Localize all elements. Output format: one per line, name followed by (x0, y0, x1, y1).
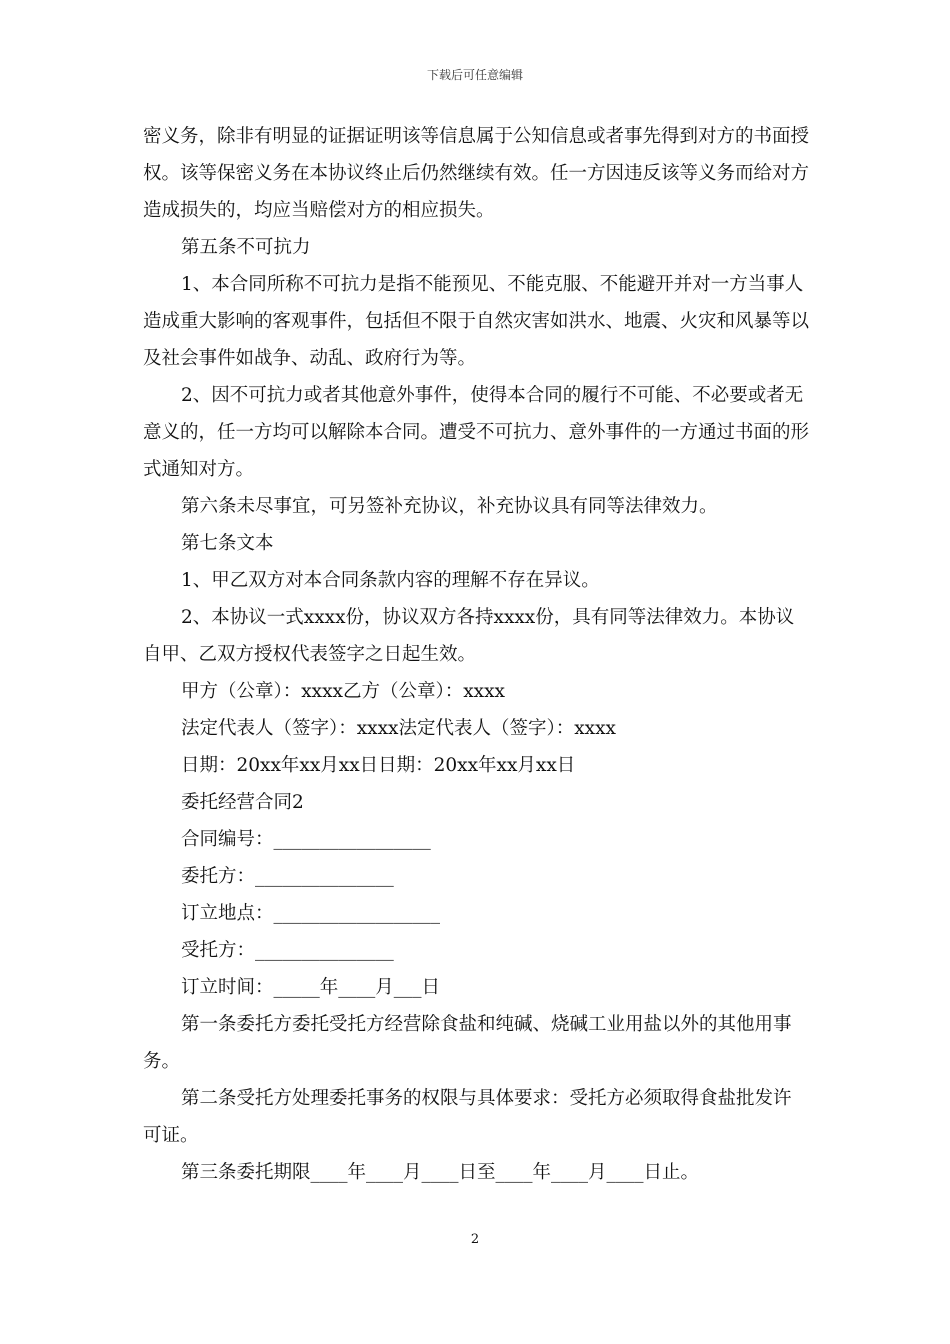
section-heading: 第七条文本 (181, 533, 274, 554)
paragraph: 1、甲乙双方对本合同条款内容的理解不存在异议。 (181, 570, 600, 591)
form-field-contract-number: 合同编号：_________________ (181, 829, 431, 850)
form-field-date: 订立时间：_____年____月___日 (181, 977, 441, 998)
document-body (143, 118, 809, 1191)
section-heading: 第五条不可抗力 (181, 237, 311, 258)
paragraph: 密义务，除非有明显的证据证明该等信息属于公知信息或者事先得到对方的书面授权。该等保密义务在本协议终止后仍然继续有效。任一方因违反该等义务而给对方造成损失的，均应当赔偿对方的相应损失。 (143, 126, 810, 221)
form-field-agent: 受托方：_______________ (181, 940, 394, 961)
paragraph: 2、因不可抗力或者其他意外事件，使得本合同的履行不可能、不必要或者无意义的，任一方均可以解除本合同。遭受不可抗力、意外事件的一方通过书面的形式通知对方。 (143, 385, 810, 480)
contract-title: 委托经营合同2 (181, 792, 304, 813)
paragraph: 2、本协议一式xxxx份，协议双方各持xxxx份，具有同等法律效力。本协议自甲、乙双方授权代表签字之日起生效。 (143, 607, 795, 665)
paragraph: 1、本合同所称不可抗力是指不能预见、不能克服、不能避开并对一方当事人造成重大影响的客观事件，包括但不限于自然灾害如洪水、地震、火灾和风暴等以及社会事件如战争、动乱、政府行为等。 (143, 274, 810, 369)
paragraph: 第二条受托方处理委托事务的权限与具体要求：受托方必须取得食盐批发许可证。 (143, 1088, 792, 1146)
paragraph: 第六条未尽事宜，可另签补充协议，补充协议具有同等法律效力。 (181, 496, 718, 517)
date-line: 日期：20xx年xx月xx日日期：20xx年xx月xx日 (181, 755, 576, 776)
signature-line: 法定代表人（签字）：xxxx法定代表人（签字）：xxxx (181, 718, 616, 739)
form-field-place: 订立地点：__________________ (181, 903, 441, 924)
paragraph: 第一条委托方委托受托方经营除食盐和纯碱、烧碱工业用盐以外的其他用事务。 (143, 1014, 792, 1072)
page-header: 下载后可任意编辑 (426, 68, 523, 82)
form-field-principal: 委托方：_______________ (181, 866, 394, 887)
page-number: 2 (470, 1232, 480, 1247)
paragraph: 第三条委托期限____年____月____日至____年____月____日止。 (181, 1162, 700, 1183)
signature-line: 甲方（公章）：xxxx乙方（公章）：xxxx (181, 681, 505, 702)
